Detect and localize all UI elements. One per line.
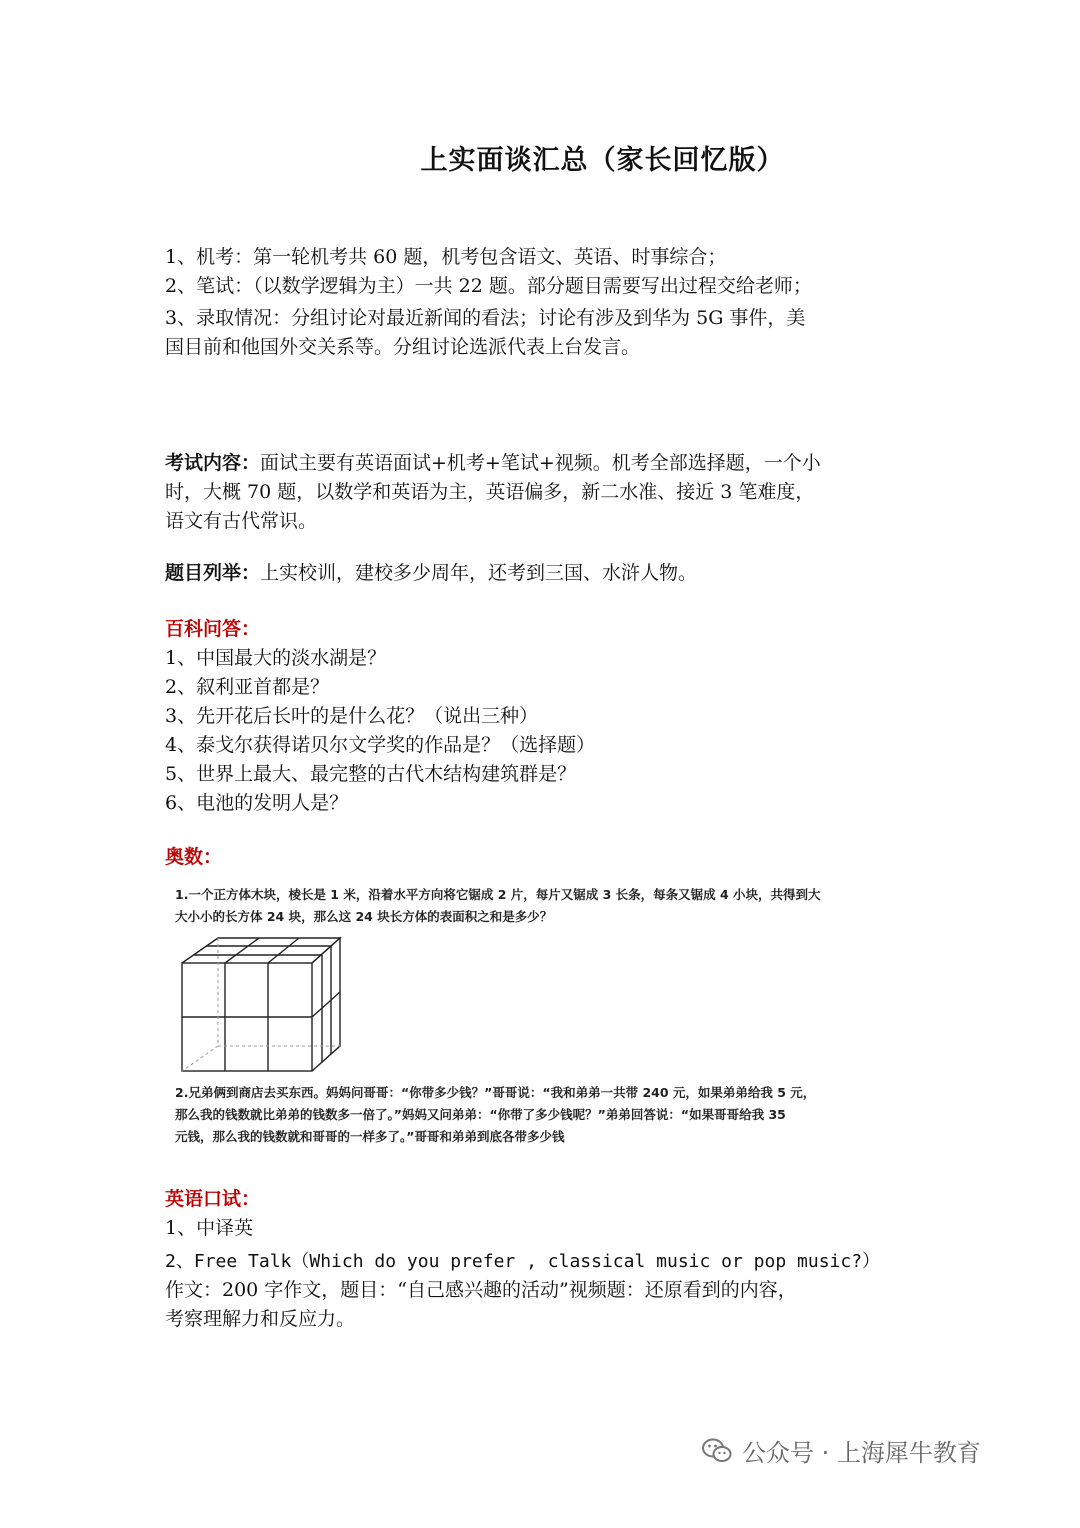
intro-section — [165, 243, 905, 362]
exam-section — [165, 449, 905, 536]
question-line: 大小小的长方体 24 块，那么这 24 块长方体的表面积之和是多少？ — [175, 909, 553, 924]
math-heading-text: 奥数： — [165, 846, 223, 868]
wechat-icon — [702, 1438, 732, 1464]
list-item: 1、中译英 — [165, 1217, 254, 1239]
intro-line: 2、笔试：（以数学逻辑为主）一共 22 题。部分题目需要写出过程交给老师； — [165, 275, 812, 297]
math-question-2 — [175, 1082, 915, 1148]
intro-line: 国目前和他国外交关系等。分组讨论选派代表上台发言。 — [165, 336, 641, 358]
encyclopedia-section — [165, 615, 905, 818]
intro-line: 3、录取情况：分组讨论对最近新闻的看法；讨论有涉及到华为 5G 事件，美 — [165, 307, 806, 329]
list-item: 6、电池的发明人是？ — [165, 792, 349, 814]
cube-diagram — [168, 933, 348, 1078]
list-item: 2、Free Talk（Which do you prefer , classical music or pop music?） — [165, 1251, 881, 1272]
math-heading — [165, 843, 905, 872]
watermark-text: 公众号 · 上海犀牛教育 — [742, 1439, 981, 1467]
english-heading: 英语口试： — [165, 1188, 261, 1210]
essay-line: 作文：200 字作文，题目：“自己感兴趣的活动”视频题：还原看到的内容， — [165, 1279, 797, 1301]
list-item: 3、先开花后长叶的是什么花？（说出三种） — [165, 705, 539, 727]
list-item: 5、世界上最大、最完整的古代木结构建筑群是？ — [165, 763, 577, 785]
exam-label: 考试内容： — [165, 452, 261, 474]
exam-text: 语文有古代常识。 — [165, 510, 318, 532]
list-item: 2、叙利亚首都是？ — [165, 676, 330, 698]
list-item: 1、中国最大的淡水湖是？ — [165, 647, 387, 669]
question-line: 元钱，那么我的钱数就和哥哥的一样多了。”哥哥和弟弟到底各带多少钱 — [175, 1129, 565, 1144]
watermark — [702, 1433, 981, 1468]
essay-line: 考察理解力和反应力。 — [165, 1308, 356, 1330]
topics-text: 上实校训，建校多少周年，还考到三国、水浒人物。 — [260, 562, 698, 584]
topics-section — [165, 559, 905, 588]
question-line: 1.一个正方体木块，棱长是 1 米，沿着水平方向将它锯成 2 片，每片又锯成 3 长条，每条又锯成 4 小块，共得到大 — [175, 887, 821, 902]
encyclopedia-heading: 百科问答： — [165, 618, 261, 640]
intro-line: 1、机考：第一轮机考共 60 题，机考包含语文、英语、时事综合； — [165, 246, 727, 268]
english-section — [165, 1185, 905, 1334]
page-title: 上实面谈汇总（家长回忆版） — [420, 145, 785, 176]
exam-text: 面试主要有英语面试+机考+笔试+视频。机考全部选择题，一个小 — [260, 452, 821, 474]
question-line: 那么我的钱数就比弟弟的钱数多一倍了。”妈妈又问弟弟：“你带了多少钱呢？”弟弟回答说：“如果哥哥给我 35 — [175, 1107, 786, 1122]
exam-text: 时，大概 70 题，以数学和英语为主，英语偏多，新二水准、接近 3 笔难度， — [165, 481, 815, 503]
math-question-1 — [175, 884, 915, 928]
topics-label: 题目列举： — [165, 562, 261, 584]
question-line: 2.兄弟俩到商店去买东西。妈妈问哥哥：“你带多少钱？”哥哥说：“我和弟弟一共带 240 元，如果弟弟给我 5 元， — [175, 1085, 816, 1100]
list-item: 4、泰戈尔获得诺贝尔文学奖的作品是？（选择题） — [165, 734, 596, 756]
